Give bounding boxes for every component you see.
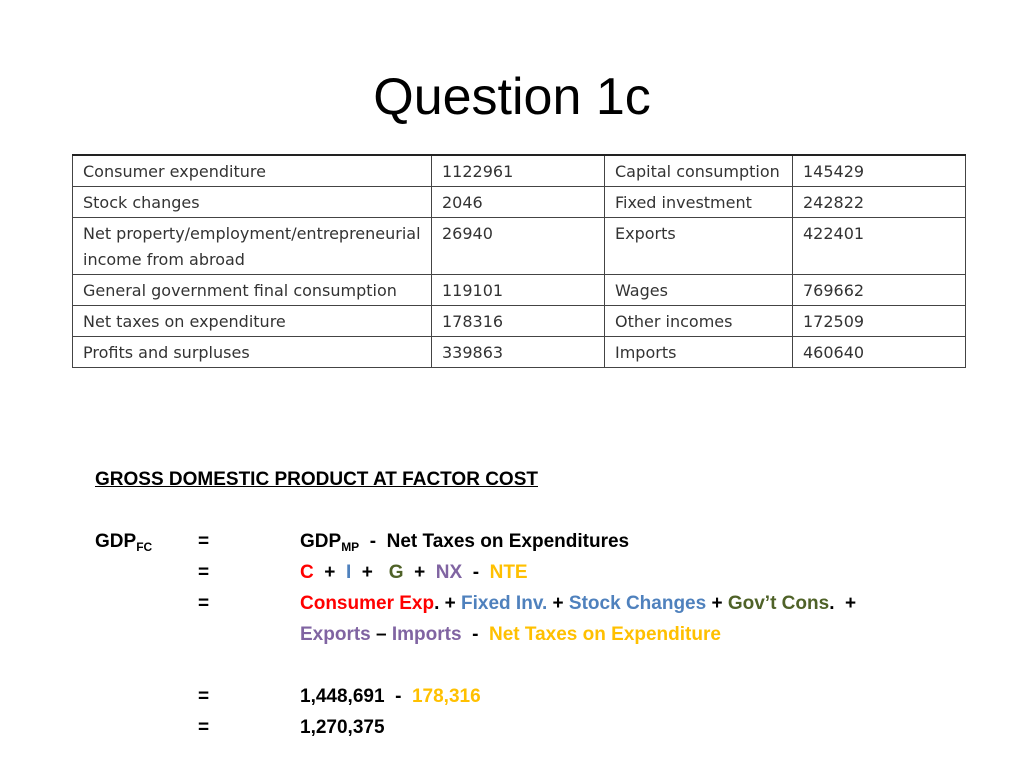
equation-rhs-3: [300, 588, 856, 619]
equation-line-6: [95, 712, 538, 743]
gdp-mp-value: 1,448,691: [300, 686, 385, 707]
item-label: General government final consumption: [73, 275, 432, 306]
term-net-taxes: Net Taxes on Expenditure: [489, 624, 721, 645]
item-value: 172509: [793, 306, 966, 337]
item-label: Net property/employment/entrepreneurial income from abroad: [73, 218, 432, 275]
table-row: [73, 306, 966, 337]
item-value: 178316: [432, 306, 605, 337]
operator: . +: [829, 593, 857, 614]
item-label: Profits and surpluses: [73, 337, 432, 368]
gdp-mp-text: GDP: [300, 531, 342, 552]
equation-rhs-4: [300, 619, 721, 650]
gdp-fc-label: [95, 526, 152, 557]
equation-line-5: [95, 681, 538, 712]
term-consumer-exp: Consumer Exp: [300, 593, 435, 614]
equation-line-1: [95, 526, 630, 557]
item-label: Exports: [605, 218, 793, 275]
term-nx: NX: [435, 562, 463, 583]
equation-rhs-1: [300, 526, 629, 557]
item-value: 460640: [793, 337, 966, 368]
equals-sign: =: [198, 717, 210, 738]
calculation-block: [95, 464, 857, 743]
item-value: 1122961: [432, 155, 605, 187]
operator: +: [313, 562, 346, 583]
gdp-fc-text: GDP: [95, 531, 137, 552]
term-fixed-inv: Fixed Inv.: [461, 593, 548, 614]
item-label: Net taxes on expenditure: [73, 306, 432, 337]
equation-line-2: [95, 557, 538, 588]
net-taxes-value: 178,316: [411, 686, 481, 707]
operator: +: [706, 593, 728, 614]
table-row: [73, 187, 966, 218]
operator: . +: [434, 593, 462, 614]
operator: +: [403, 562, 436, 583]
term-i: I: [345, 562, 352, 583]
item-label: Stock changes: [73, 187, 432, 218]
equation-rhs-2: [300, 557, 528, 588]
operator: -: [461, 624, 490, 645]
item-label: Imports: [605, 337, 793, 368]
operator: -: [384, 686, 412, 707]
item-label: Capital consumption: [605, 155, 793, 187]
gdp-mp-subscript: MP: [341, 540, 360, 554]
spacer: [95, 650, 538, 681]
slide-title: Question 1c: [373, 68, 651, 126]
item-label: Consumer expenditure: [73, 155, 432, 187]
table-row: [73, 218, 966, 275]
term-exports: Exports: [300, 624, 371, 645]
calculation-heading: GROSS DOMESTIC PRODUCT AT FACTOR COST: [95, 469, 538, 490]
operator: +: [351, 562, 389, 583]
item-value: 769662: [793, 275, 966, 306]
gdp-fc-subscript: FC: [136, 540, 153, 554]
gdp-fc-result: 1,270,375: [300, 717, 385, 738]
operator: -: [462, 562, 490, 583]
term-imports: Imports: [391, 624, 462, 645]
term-g: G: [388, 562, 404, 583]
equals-sign: =: [198, 686, 210, 707]
equation-line-4: [95, 619, 721, 650]
item-value: 145429: [793, 155, 966, 187]
operator: –: [370, 624, 392, 645]
operator: +: [547, 593, 569, 614]
item-value: 422401: [793, 218, 966, 275]
item-label: Fixed investment: [605, 187, 793, 218]
term-stock-changes: Stock Changes: [568, 593, 707, 614]
item-label: Wages: [605, 275, 793, 306]
item-value: 119101: [432, 275, 605, 306]
net-taxes-text: - Net Taxes on Expenditures: [359, 531, 630, 552]
item-value: 242822: [793, 187, 966, 218]
term-c: C: [300, 562, 314, 583]
equation-rhs-5: [300, 681, 481, 712]
equals-sign: =: [198, 531, 210, 552]
item-value: 2046: [432, 187, 605, 218]
term-nte: NTE: [489, 562, 528, 583]
item-label: Other incomes: [605, 306, 793, 337]
item-value: 339863: [432, 337, 605, 368]
table-row: [73, 275, 966, 306]
table-row: [73, 155, 966, 187]
term-govt-cons: Gov’t Cons: [727, 593, 830, 614]
data-table-body: [73, 155, 966, 368]
item-value: 26940: [432, 218, 605, 275]
equation-line-3: [95, 588, 857, 619]
table-row: [73, 337, 966, 368]
equals-sign: =: [198, 562, 210, 583]
data-table: [72, 154, 966, 368]
equals-sign: =: [198, 593, 210, 614]
